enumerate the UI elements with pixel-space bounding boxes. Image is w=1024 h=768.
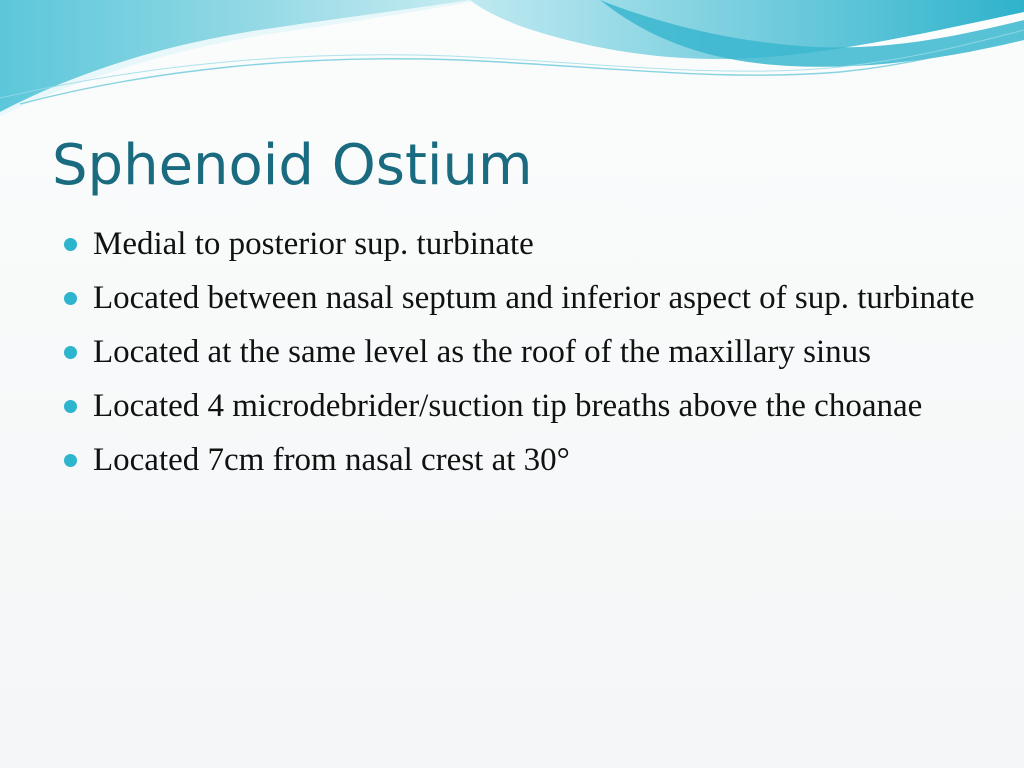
bullet-item (64, 222, 984, 266)
bullet-text: Located at the same level as the roof of the maxillary sinus (93, 334, 871, 370)
bullet-list (64, 222, 984, 492)
bullet-item (64, 330, 984, 374)
bullet-item (64, 438, 984, 482)
bullet-dot-icon (64, 346, 77, 359)
bullet-text: Medial to posterior sup. turbinate (93, 226, 534, 262)
bullet-text: Located 7cm from nasal crest at 30° (93, 442, 570, 478)
bullet-text: Located between nasal septum and inferior aspect of sup. turbinate (93, 280, 975, 316)
bullet-item (64, 276, 984, 320)
bullet-text: Located 4 microdebrider/suction tip breaths above the choanae (93, 388, 923, 424)
slide-title: Sphenoid Ostium (52, 133, 533, 198)
bullet-dot-icon (64, 238, 77, 251)
wave-header-decoration (0, 0, 1024, 120)
bullet-dot-icon (64, 292, 77, 305)
bullet-dot-icon (64, 454, 77, 467)
bullet-dot-icon (64, 400, 77, 413)
bullet-item (64, 384, 984, 428)
